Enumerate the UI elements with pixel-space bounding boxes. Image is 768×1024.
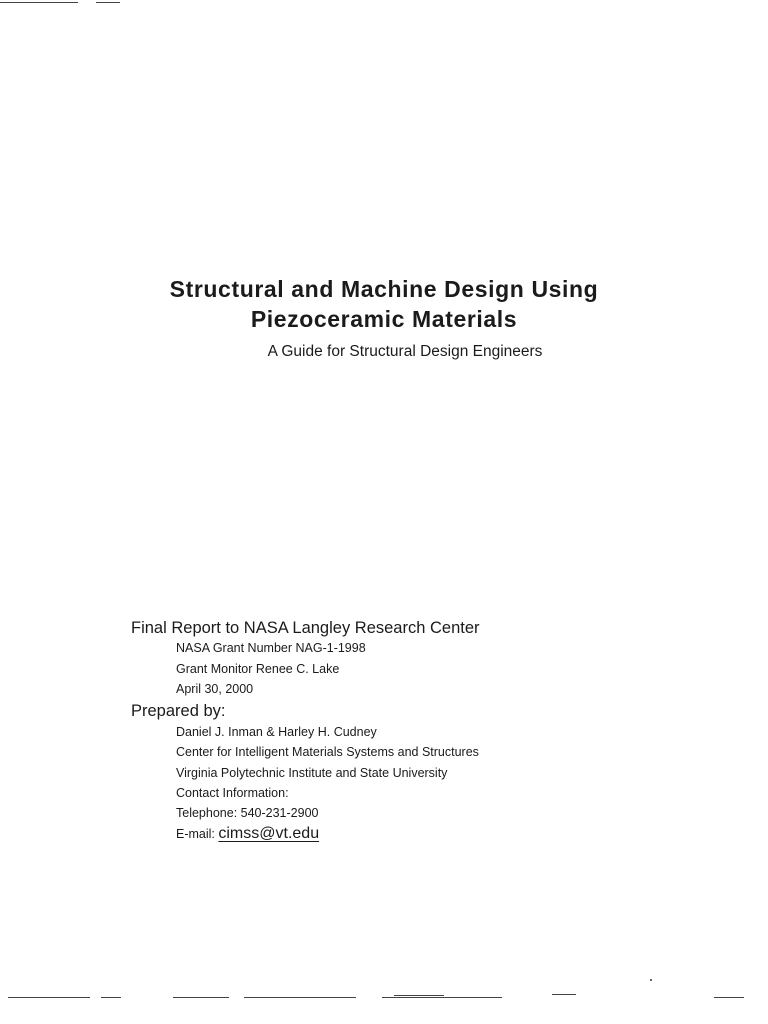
email-line	[176, 825, 319, 843]
authors: Daniel J. Inman & Harley H. Cudney	[176, 725, 377, 739]
scan-artifact-bottom-4	[244, 997, 356, 998]
scan-artifact-bottom-6	[382, 997, 502, 998]
email-address: cimss@vt.edu	[218, 825, 320, 842]
grant-number: NASA Grant Number NAG-1-1998	[176, 641, 366, 655]
prepared-by-heading: Prepared by:	[131, 702, 226, 720]
scan-artifact-bottom-1	[8, 997, 90, 998]
scan-artifact-bottom-3	[173, 997, 229, 998]
report-date: April 30, 2000	[176, 682, 254, 696]
scan-artifact-top-left	[0, 2, 78, 3]
scan-artifact-bottom-7	[552, 994, 576, 995]
email-label: E-mail:	[176, 827, 219, 841]
research-center: Center for Intelligent Materials Systems and Structures	[176, 745, 479, 759]
grant-monitor: Grant Monitor Renee C. Lake	[176, 662, 340, 676]
document-subtitle: A Guide for Structural Design Engineers	[267, 343, 543, 360]
university: Virginia Polytechnic Institute and State University	[176, 766, 448, 780]
scan-artifact-bottom-8	[714, 997, 744, 998]
scan-artifact-top-mid	[96, 2, 120, 3]
document-title-line-2: Piezoceramic Materials	[250, 306, 518, 332]
report-heading: Final Report to NASA Langley Research Center	[131, 619, 480, 637]
contact-label: Contact Information:	[176, 786, 289, 800]
scan-artifact-bottom-2	[101, 997, 121, 998]
document-title-line-1: Structural and Machine Design Using	[169, 276, 599, 302]
scan-speck	[650, 979, 652, 981]
telephone: Telephone: 540-231-2900	[176, 806, 319, 820]
scan-artifact-bottom-5	[394, 995, 444, 996]
